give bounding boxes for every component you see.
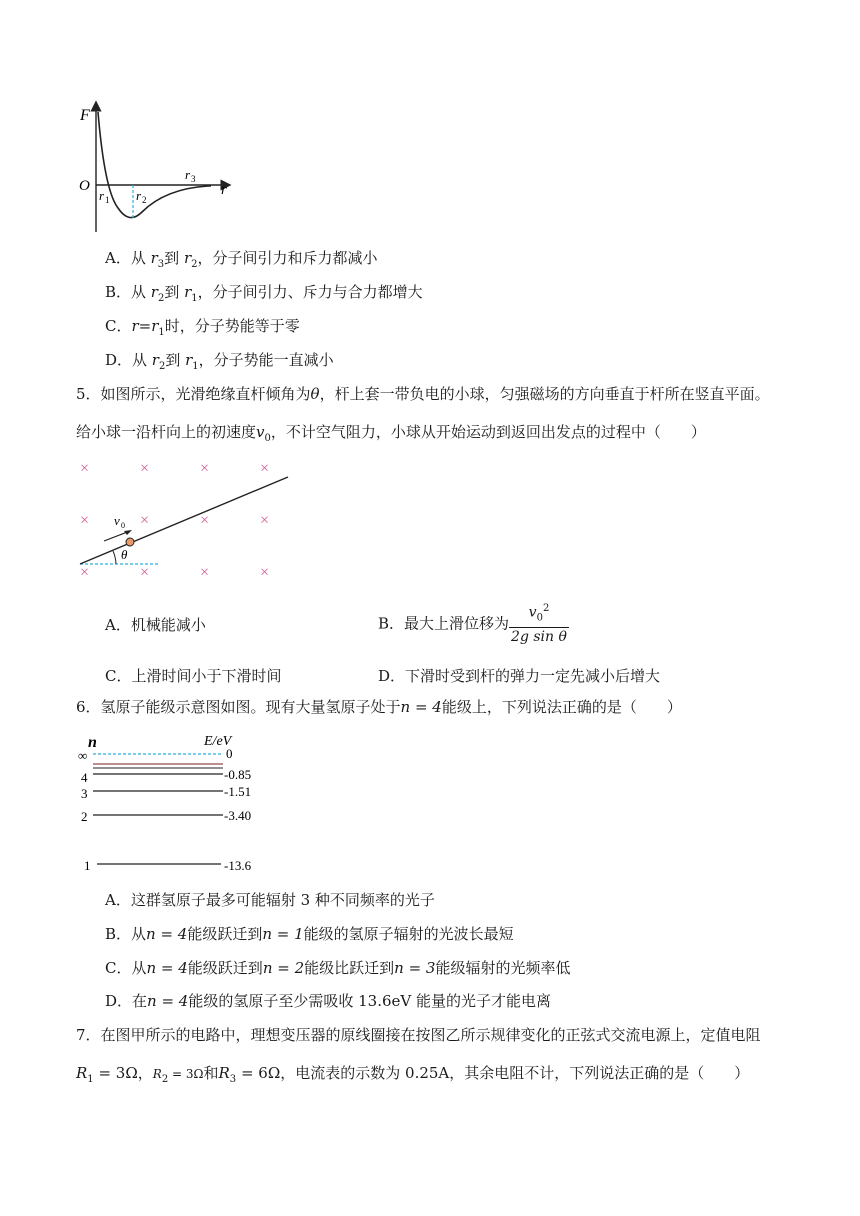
- q5-option-d: D．下滑时受到杆的弹力一定先减小后增大: [378, 667, 661, 685]
- var: R: [76, 1064, 88, 1082]
- opt-text: =: [138, 317, 152, 335]
- opt-text: 能级比跃迁到: [304, 959, 395, 977]
- n-axis-label: n: [88, 734, 97, 751]
- opt-text: ，分子势能一直减小: [198, 351, 334, 369]
- stem-text: 和: [203, 1064, 219, 1082]
- opt-text: C．: [105, 317, 132, 335]
- level-n-2: 2: [81, 809, 88, 824]
- sub: 2: [157, 293, 165, 304]
- var: r: [151, 317, 159, 335]
- stem-text: = 3Ω: [93, 1064, 138, 1082]
- field-cross: ×: [200, 460, 210, 477]
- sub: 0: [536, 612, 543, 624]
- opt-text: D．在: [105, 992, 148, 1010]
- q7-stem-line2: [76, 1063, 749, 1090]
- q5-stem-line1: [76, 384, 770, 404]
- opt-text: C．从: [105, 959, 147, 977]
- sub: 1: [87, 1074, 94, 1085]
- stem-text: ，杆上套一带负电的小球，匀强磁场的方向垂直于杆所在竖直平面。: [319, 385, 770, 403]
- label-r2-sub: 2: [142, 195, 147, 205]
- var: r: [131, 317, 139, 335]
- var: R: [218, 1064, 230, 1082]
- force-distance-graph: [76, 100, 236, 240]
- n-equation: n = 4: [146, 959, 188, 977]
- stem-text: ，电流表的示数为 0.25A，其余电阻不计，下列说法正确的是（ ）: [280, 1064, 750, 1082]
- opt-text: 时，分子势能等于零: [164, 317, 300, 335]
- label-r3-sub: 3: [191, 174, 196, 184]
- field-cross: ×: [260, 460, 270, 477]
- energy-axis-label: E/eV: [204, 734, 232, 749]
- theta-symbol: θ: [310, 385, 320, 403]
- theta-arc: [113, 551, 116, 564]
- v0-label: v: [114, 513, 120, 528]
- stem-text: = 3Ω: [168, 1067, 204, 1081]
- label-F: F: [80, 107, 90, 124]
- opt-text: D．从: [105, 351, 152, 369]
- level-n-4: 4: [81, 770, 88, 785]
- q6-option-d: [105, 990, 551, 1011]
- opt-text: ，分子间引力、斥力与合力都增大: [197, 283, 423, 301]
- level-e-3: -1.51: [224, 784, 252, 799]
- stem-text: 给小球一沿杆向上的初速度: [76, 423, 257, 441]
- sub: 2: [191, 259, 198, 270]
- var: R: [152, 1067, 162, 1081]
- opt-text: 能级的氢原子辐射的光波长最短: [303, 925, 514, 943]
- q6-option-a: A．这群氢原子最多可能辐射 3 种不同频率的光子: [105, 891, 435, 909]
- sub: 1: [158, 327, 165, 338]
- n-equation: n = 2: [262, 959, 305, 977]
- var: r: [151, 351, 159, 369]
- q5-option-c: C．上滑时间小于下滑时间: [105, 667, 282, 685]
- sub: 3: [157, 259, 165, 270]
- opt-text: 到: [165, 351, 186, 369]
- n-equation: n = 3: [394, 959, 436, 977]
- sub: 2: [161, 1074, 169, 1085]
- q6-option-c: [105, 957, 570, 978]
- field-cross: ×: [140, 512, 150, 529]
- force-curve: [98, 112, 211, 218]
- var: r: [184, 283, 192, 301]
- fraction: [509, 600, 569, 646]
- var: r: [150, 249, 158, 267]
- sub: 3: [229, 1074, 237, 1085]
- opt-text: B．从: [105, 283, 151, 301]
- opt-text: A．从: [105, 249, 151, 267]
- q4-option-c: [105, 315, 300, 338]
- opt-text: 能级辐射的光频率低: [435, 959, 571, 977]
- opt-text: 能级跃迁到: [187, 959, 263, 977]
- sub: 1: [192, 361, 199, 372]
- label-O: O: [79, 178, 90, 194]
- insulating-rod: [80, 477, 288, 564]
- q5-stem-line2: [76, 422, 706, 449]
- opt-text: 能级跃迁到: [187, 925, 263, 943]
- label-r1: r: [99, 188, 105, 203]
- field-cross: ×: [200, 512, 210, 529]
- label-r3: r: [185, 167, 191, 182]
- sub: 2: [158, 361, 166, 372]
- sup: 2: [542, 603, 550, 614]
- level-e-infinity: 0: [226, 746, 233, 761]
- theta-label: θ: [121, 547, 128, 562]
- fraction-numerator: [509, 600, 569, 628]
- q7-stem-line1: 7．在图甲所示的电路中，理想变压器的原线圈接在按图乙所示规律变化的正弦式交流电源上，定值电阻: [76, 1026, 761, 1044]
- q5-option-b: [378, 600, 569, 646]
- charged-ball: [126, 538, 134, 546]
- field-cross: ×: [80, 512, 90, 529]
- var: v: [528, 604, 537, 621]
- label-r1-sub: 1: [105, 195, 110, 205]
- n-equation: n = 4: [147, 992, 189, 1010]
- level-n-1: 1: [84, 858, 91, 873]
- level-e-4: -0.85: [224, 767, 252, 782]
- level-e-1: -13.6: [224, 858, 252, 873]
- field-cross: ×: [260, 512, 270, 529]
- var: r: [185, 351, 193, 369]
- field-cross: ×: [260, 564, 270, 581]
- n-equation: n = 4: [400, 698, 442, 716]
- q6-stem: [76, 697, 682, 717]
- stem-text: 能级上，下列说法正确的是（ ）: [441, 698, 682, 716]
- q4-option-d: [105, 349, 334, 372]
- v0-label-sub: 0: [121, 521, 125, 530]
- q4-option-a: [105, 247, 378, 270]
- v0-symbol: v: [256, 423, 265, 441]
- field-cross: ×: [80, 564, 90, 581]
- label-r: r: [221, 182, 227, 198]
- level-n-infinity: ∞: [78, 748, 88, 763]
- opt-text: B．从: [105, 925, 147, 943]
- q6-option-b: [105, 923, 514, 944]
- level-n-3: 3: [81, 786, 88, 801]
- stem-text: ，不计空气阻力，小球从开始运动到返回出发点的过程中（ ）: [270, 423, 706, 441]
- label-r2: r: [136, 188, 142, 203]
- energy-level-diagram: [76, 730, 276, 878]
- var: r: [183, 249, 192, 267]
- q4-option-b: [105, 281, 423, 304]
- stem-text: = 6Ω: [236, 1064, 281, 1082]
- opt-text: 到: [164, 249, 184, 267]
- sub: 1: [191, 293, 198, 304]
- field-cross: ×: [80, 460, 90, 477]
- opt-text: 能级的氢原子至少需吸收 13.6eV 能量的光子才能电离: [188, 992, 551, 1010]
- opt-text: B．最大上滑位移为: [378, 614, 510, 633]
- stem-text: 6．氢原子能级示意图如图。现有大量氢原子处于: [76, 698, 401, 716]
- sub: 0: [264, 433, 271, 444]
- opt-text: ，分子间引力和斥力都减小: [197, 249, 378, 267]
- field-cross: ×: [140, 564, 150, 581]
- n-equation: n = 4: [146, 925, 188, 943]
- level-e-2: -3.40: [224, 808, 252, 823]
- var: r: [150, 283, 158, 301]
- q5-option-a: A．机械能减小: [105, 616, 206, 634]
- velocity-arrowhead: [124, 530, 132, 535]
- magnetic-field-rod-figure: [72, 455, 302, 585]
- n-equation: n = 1: [262, 925, 304, 943]
- stem-text: ，: [137, 1064, 153, 1082]
- field-cross: ×: [140, 460, 150, 477]
- fraction-denominator: 2g sin θ: [511, 629, 567, 646]
- opt-text: 到: [164, 283, 185, 301]
- field-cross: ×: [200, 564, 210, 581]
- stem-text: 5．如图所示，光滑绝缘直杆倾角为: [76, 385, 311, 403]
